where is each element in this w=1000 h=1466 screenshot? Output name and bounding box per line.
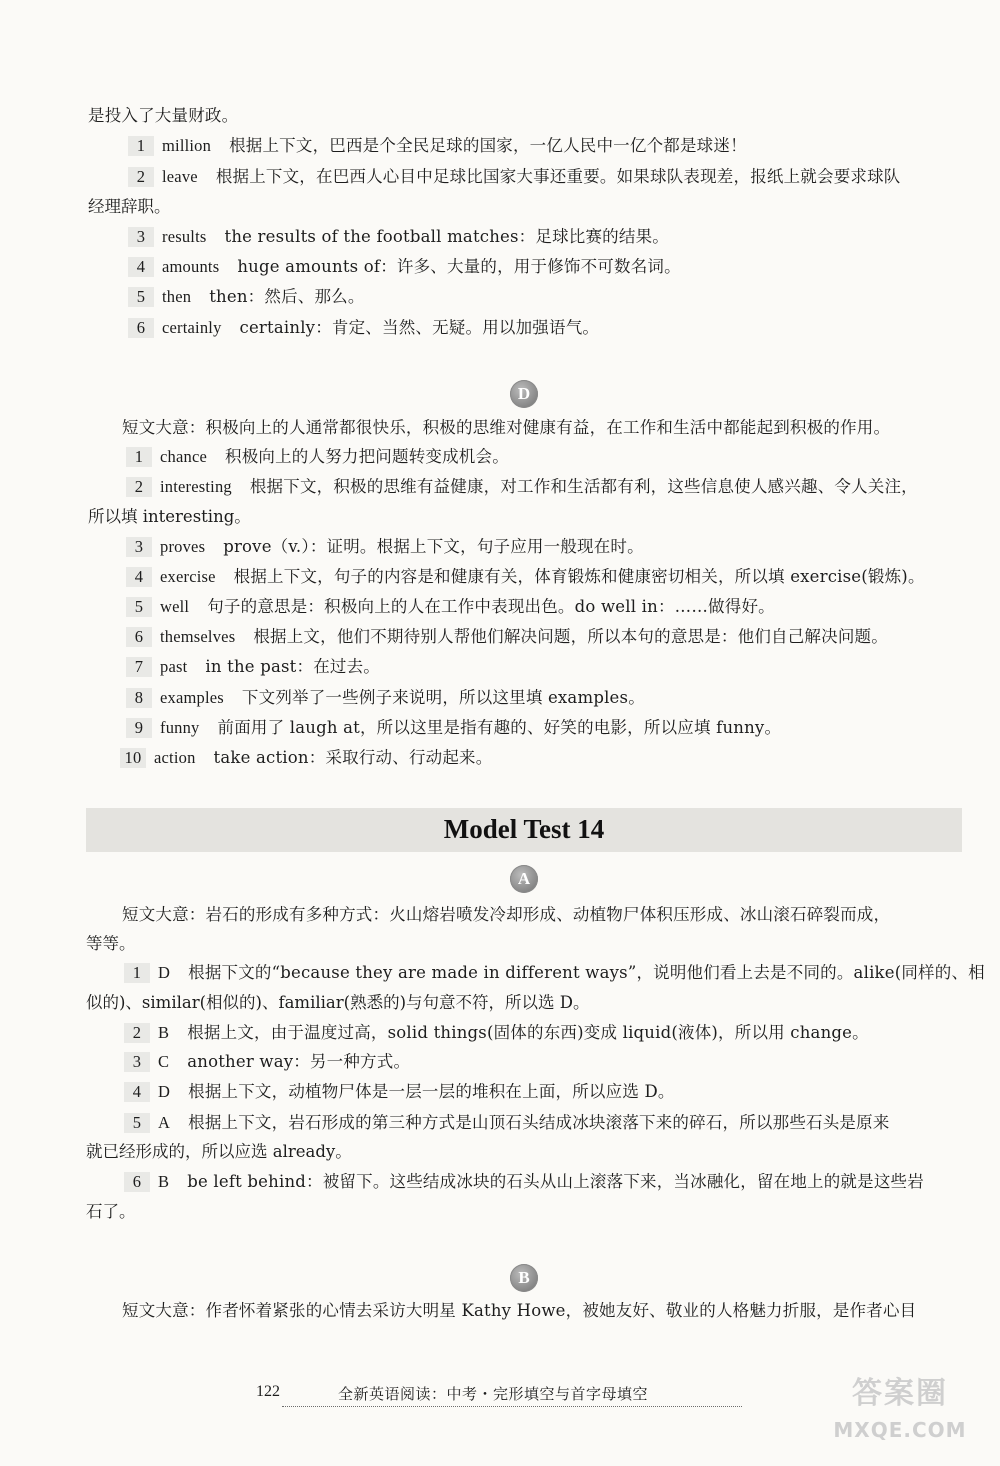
item-number: 4 bbox=[124, 1082, 150, 1102]
answer-item bbox=[124, 1172, 924, 1192]
item-answer: themselves bbox=[160, 627, 236, 646]
item-number: 4 bbox=[126, 567, 152, 587]
item-explanation: certainly：肯定、当然、无疑。用以加强语气。 bbox=[239, 318, 600, 337]
answer-item bbox=[120, 748, 492, 768]
item-answer: B bbox=[158, 1023, 170, 1042]
answer-item bbox=[128, 227, 669, 247]
book-title: 全新英语阅读：中考・完形填空与首字母填空 bbox=[338, 1385, 649, 1403]
item-explanation: take action：采取行动、行动起来。 bbox=[213, 748, 493, 767]
item-answer: interesting bbox=[160, 477, 232, 496]
item-number: 3 bbox=[126, 537, 152, 557]
footer-divider bbox=[282, 1406, 742, 1407]
section-badge-d: D bbox=[510, 380, 538, 408]
item-number: 7 bbox=[126, 657, 152, 677]
section-summary: 短文大意：岩石的形成有多种方式：火山熔岩喷发冷却形成、动植物尸体积压形成、冰山滚石碎裂而成， bbox=[122, 905, 891, 924]
item-explanation: be left behind：被留下。这些结成冰块的石头从山上滚落下来，当冰融化，留在地上的就是这些岩 bbox=[187, 1172, 924, 1191]
section-summary: 短文大意：积极向上的人通常都很快乐，积极的思维对健康有益，在工作和生活中都能起到积极的作用。 bbox=[122, 418, 891, 437]
answer-item bbox=[126, 537, 644, 557]
answer-item bbox=[124, 1113, 890, 1133]
carry-over-text: 是投入了大量财政。 bbox=[88, 106, 239, 125]
item-number: 3 bbox=[128, 227, 154, 247]
answer-item bbox=[124, 1052, 410, 1072]
item-explanation: 下文列举了一些例子来说明，所以这里填 examples。 bbox=[241, 688, 645, 707]
model-test-banner bbox=[86, 808, 962, 852]
answer-item bbox=[126, 627, 888, 647]
item-number: 5 bbox=[126, 597, 152, 617]
answer-item bbox=[128, 287, 365, 307]
answer-item bbox=[128, 318, 599, 338]
item-number: 8 bbox=[126, 688, 152, 708]
item-number: 3 bbox=[124, 1052, 150, 1072]
item-answer: then bbox=[162, 287, 192, 306]
item-explanation: 积极向上的人努力把问题转变成机会。 bbox=[225, 447, 509, 466]
item-answer: leave bbox=[162, 167, 198, 186]
section-summary-continued: 等等。 bbox=[86, 934, 136, 953]
item-answer: action bbox=[154, 748, 196, 767]
answer-item bbox=[126, 688, 645, 708]
answer-item bbox=[126, 597, 775, 617]
answer-item bbox=[124, 1082, 675, 1102]
watermark bbox=[820, 1368, 980, 1458]
item-number: 9 bbox=[126, 718, 152, 738]
item-number: 1 bbox=[124, 963, 150, 983]
item-explanation: the results of the football matches：足球比赛的结果。 bbox=[224, 227, 669, 246]
item-answer: million bbox=[162, 136, 212, 155]
item-number: 6 bbox=[128, 318, 154, 338]
item-explanation: 根据上下文，动植物尸体是一层一层的堆积在上面，所以应选 D。 bbox=[188, 1082, 675, 1101]
item-answer: past bbox=[160, 657, 188, 676]
item-answer: proves bbox=[160, 537, 206, 556]
item-number: 2 bbox=[128, 167, 154, 187]
item-explanation: 前面用了 laugh at，所以这里是指有趣的、好笑的电影，所以应填 funny。 bbox=[217, 718, 782, 737]
item-number: 1 bbox=[126, 447, 152, 467]
item-answer: B bbox=[158, 1172, 170, 1191]
item-number: 5 bbox=[128, 287, 154, 307]
item-answer: A bbox=[158, 1113, 171, 1132]
item-number: 2 bbox=[126, 477, 152, 497]
item-answer: funny bbox=[160, 718, 200, 737]
item-number: 6 bbox=[124, 1172, 150, 1192]
item-explanation: 根据下文的“because they are made in different ways”，说明他们看上去是不同的。alike(同样的、相 bbox=[188, 963, 985, 982]
item-explanation: 根据下文，积极的思维有益健康，对工作和生活都有利，这些信息使人感兴趣、令人关注， bbox=[249, 477, 918, 496]
item-explanation-continued: 就已经形成的，所以应选 already。 bbox=[86, 1142, 352, 1161]
section-summary: 短文大意：作者怀着紧张的心情去采访大明星 Kathy Howe，被她友好、敬业的人格魅力折服，是作者心目 bbox=[122, 1301, 917, 1320]
answer-item bbox=[128, 136, 747, 156]
item-number: 2 bbox=[124, 1023, 150, 1043]
model-test-title: Model Test 14 bbox=[443, 814, 605, 844]
page-number: 122 bbox=[256, 1383, 280, 1400]
answer-item bbox=[124, 963, 985, 983]
item-number: 4 bbox=[128, 257, 154, 277]
item-answer: results bbox=[162, 227, 207, 246]
item-explanation: another way：另一种方式。 bbox=[187, 1052, 411, 1071]
item-explanation: 根据上下文，在巴西人心目中足球比国家大事还重要。如果球队表现差，报纸上就会要求球队 bbox=[215, 167, 901, 186]
item-explanation-continued: 经理辞职。 bbox=[88, 197, 171, 216]
watermark-url: MXQE.COM bbox=[833, 1418, 967, 1442]
item-answer: chance bbox=[160, 447, 207, 466]
item-explanation: 根据上下文，句子的内容是和健康有关，体育锻炼和健康密切相关，所以填 exercise(锻炼)。 bbox=[233, 567, 925, 586]
item-answer: D bbox=[158, 1082, 171, 1101]
item-explanation: 根据上文，他们不期待别人帮他们解决问题，所以本句的意思是：他们自己解决问题。 bbox=[253, 627, 888, 646]
answer-item bbox=[126, 567, 925, 587]
section-badge-a: A bbox=[510, 865, 538, 893]
item-answer: D bbox=[158, 963, 171, 982]
item-number: 5 bbox=[124, 1113, 150, 1133]
answer-item bbox=[128, 257, 681, 277]
answer-item bbox=[126, 657, 380, 677]
item-explanation-continued: 所以填 interesting。 bbox=[88, 507, 251, 526]
item-explanation: prove（v.）：证明。根据上下文，句子应用一般现在时。 bbox=[223, 537, 644, 556]
item-explanation: 根据上下文，岩石形成的第三种方式是山顶石头结成冰块滚落下来的碎石，所以那些石头是原来 bbox=[188, 1113, 890, 1132]
item-explanation: in the past：在过去。 bbox=[205, 657, 381, 676]
item-explanation-continued: 石了。 bbox=[86, 1202, 136, 1221]
item-explanation: 句子的意思是：积极向上的人在工作中表现出色。do well in：……做得好。 bbox=[207, 597, 775, 616]
section-badge-b: B bbox=[510, 1264, 538, 1292]
item-answer: examples bbox=[160, 688, 224, 707]
answer-item bbox=[126, 477, 918, 497]
item-number: 10 bbox=[120, 748, 146, 768]
answer-item bbox=[126, 718, 781, 738]
item-number: 6 bbox=[126, 627, 152, 647]
answer-item bbox=[124, 1023, 869, 1043]
item-number: 1 bbox=[128, 136, 154, 156]
item-answer: certainly bbox=[162, 318, 222, 337]
item-explanation: 根据上文，由于温度过高，solid things(固体的东西)变成 liquid(液体)，所以用 change。 bbox=[187, 1023, 869, 1042]
item-explanation-continued: 似的)、similar(相似的)、familiar(熟悉的)与句意不符，所以选 D。 bbox=[86, 993, 590, 1012]
item-answer: amounts bbox=[162, 257, 220, 276]
item-answer: well bbox=[160, 597, 190, 616]
item-explanation: 根据上下文，巴西是个全民足球的国家，一亿人民中一亿个都是球迷！ bbox=[229, 136, 747, 155]
watermark-logo: 答案圈 bbox=[852, 1376, 948, 1411]
answer-item bbox=[126, 447, 509, 467]
item-explanation: huge amounts of：许多、大量的，用于修饰不可数名词。 bbox=[237, 257, 681, 276]
item-answer: C bbox=[158, 1052, 170, 1071]
item-explanation: then：然后、那么。 bbox=[209, 287, 365, 306]
item-answer: exercise bbox=[160, 567, 216, 586]
answer-item bbox=[128, 167, 901, 187]
